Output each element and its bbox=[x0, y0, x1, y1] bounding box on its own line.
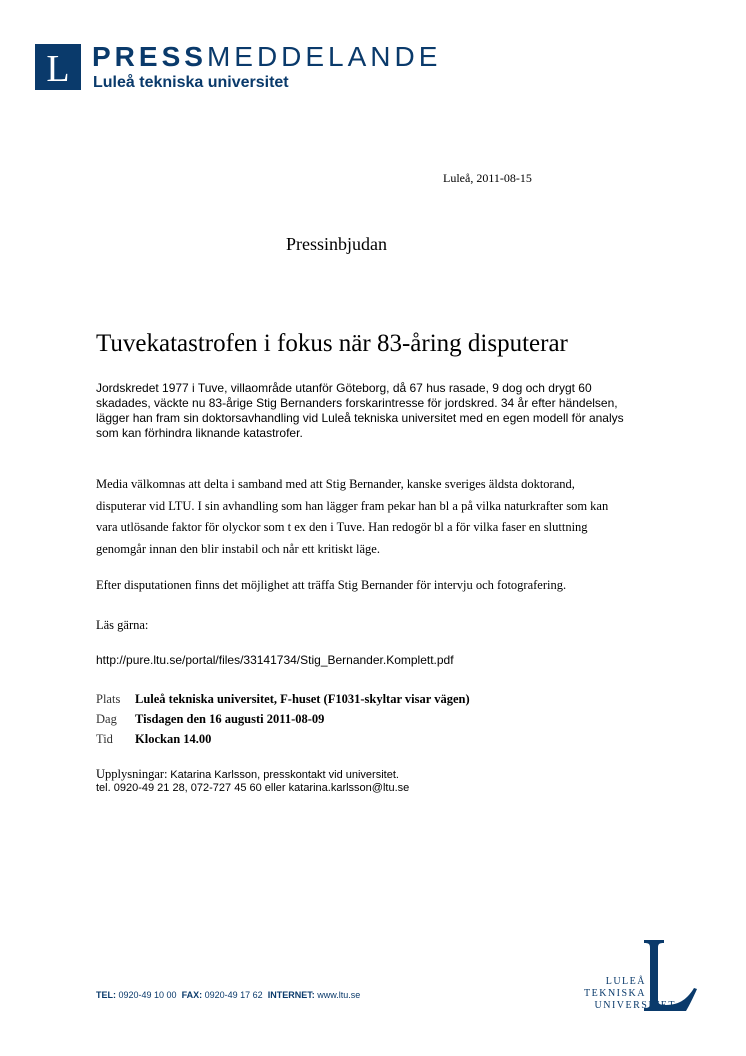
event-details bbox=[96, 689, 470, 749]
footer-fax-label: FAX: bbox=[181, 990, 203, 1000]
footer-fax-value: 0920-49 17 62 bbox=[204, 990, 263, 1000]
contact-name: Katarina Karlsson, presskontakt vid universitet. bbox=[170, 769, 399, 781]
time-label: Tid bbox=[96, 732, 113, 746]
contact-phone-email: tel. 0920-49 21 28, 072-727 45 60 eller katarina.karlsson@ltu.se bbox=[96, 782, 410, 794]
body-line: Media välkomnas att delta i samband med att Stig Bernander, kanske sveriges äldsta doktorand, bbox=[96, 477, 575, 491]
release-date: Luleå, 2011-08-15 bbox=[443, 171, 532, 185]
document-type: Pressinbjudan bbox=[286, 234, 387, 254]
place-label: Plats bbox=[96, 692, 121, 706]
body-paragraph-media bbox=[96, 474, 676, 560]
press-title-bold: PRESS bbox=[92, 41, 207, 72]
read-more-label: Läs gärna: bbox=[96, 618, 149, 632]
footer-tel-label: TEL: bbox=[96, 990, 116, 1000]
contact-label: Upplysningar: bbox=[96, 767, 168, 781]
ltu-logo-mark bbox=[35, 44, 81, 90]
body-paragraph-interview bbox=[96, 575, 676, 597]
body-line: genomgår innan den blir instabil och når ett kritiskt läge. bbox=[96, 541, 380, 556]
body-line: Efter disputationen finns det möjlighet att träffa Stig Bernander för intervju och fotografering. bbox=[96, 578, 567, 592]
footer-logo-line-2: TEKNISKA bbox=[584, 988, 646, 999]
footer-logo-line-3: UNIVERSITET bbox=[594, 1000, 676, 1011]
lead-line: skadades, väckte nu 83-årige Stig Bernanders forskarintresse för jordskred. 34 år efter händelsen, bbox=[96, 396, 618, 410]
footer-logo-line-1: LULEÅ bbox=[605, 976, 646, 987]
thesis-link[interactable]: http://pure.ltu.se/portal/files/33141734/Stig_Bernander.Komplett.pdf bbox=[96, 653, 454, 667]
press-title-light: MEDDELANDE bbox=[206, 41, 442, 72]
body-line: vara utlösande faktor för olyckor som t ex den i Tuve. Han redogör bl a för vilka faser en sluttning bbox=[96, 520, 588, 534]
footer-internet-label: INTERNET: bbox=[267, 990, 315, 1000]
logo-l-icon bbox=[35, 44, 81, 90]
lead-line: Jordskredet 1977 i Tuve, villaområde utanför Göteborg, då 67 hus rasade, 9 dog och drygt 60 bbox=[96, 381, 592, 395]
headline: Tuvekatastrofen i fokus när 83-åring disputerar bbox=[96, 330, 568, 357]
body-line: disputerar vid LTU. I sin avhandling som han lägger fram pekar han bl a på vilka naturkrafter som kan bbox=[96, 498, 609, 513]
event-time-row bbox=[96, 729, 470, 749]
place-value: Luleå tekniska universitet, F-huset (F1031-skyltar visar vägen) bbox=[135, 692, 470, 706]
day-label: Dag bbox=[96, 712, 117, 726]
event-place-row bbox=[96, 689, 470, 709]
press-release-title bbox=[92, 40, 441, 74]
day-value: Tisdagen den 16 augusti 2011-08-09 bbox=[135, 712, 325, 726]
svg-text:L: L bbox=[46, 48, 70, 90]
event-day-row bbox=[96, 709, 470, 729]
contact-info bbox=[96, 768, 409, 795]
lead-line: lägger han fram sin doktorsavhandling vid Luleå tekniska universitet med en egen modell för analys bbox=[96, 411, 624, 425]
university-name: Luleå tekniska universitet bbox=[93, 74, 289, 91]
footer-internet-value[interactable]: www.ltu.se bbox=[317, 990, 361, 1000]
footer-tel-value: 0920-49 10 00 bbox=[118, 990, 177, 1000]
time-value: Klockan 14.00 bbox=[135, 732, 212, 746]
footer-contact-line bbox=[96, 989, 360, 1001]
lead-line: som kan förhindra liknande katastrofer. bbox=[96, 426, 303, 440]
lead-paragraph bbox=[96, 381, 656, 441]
